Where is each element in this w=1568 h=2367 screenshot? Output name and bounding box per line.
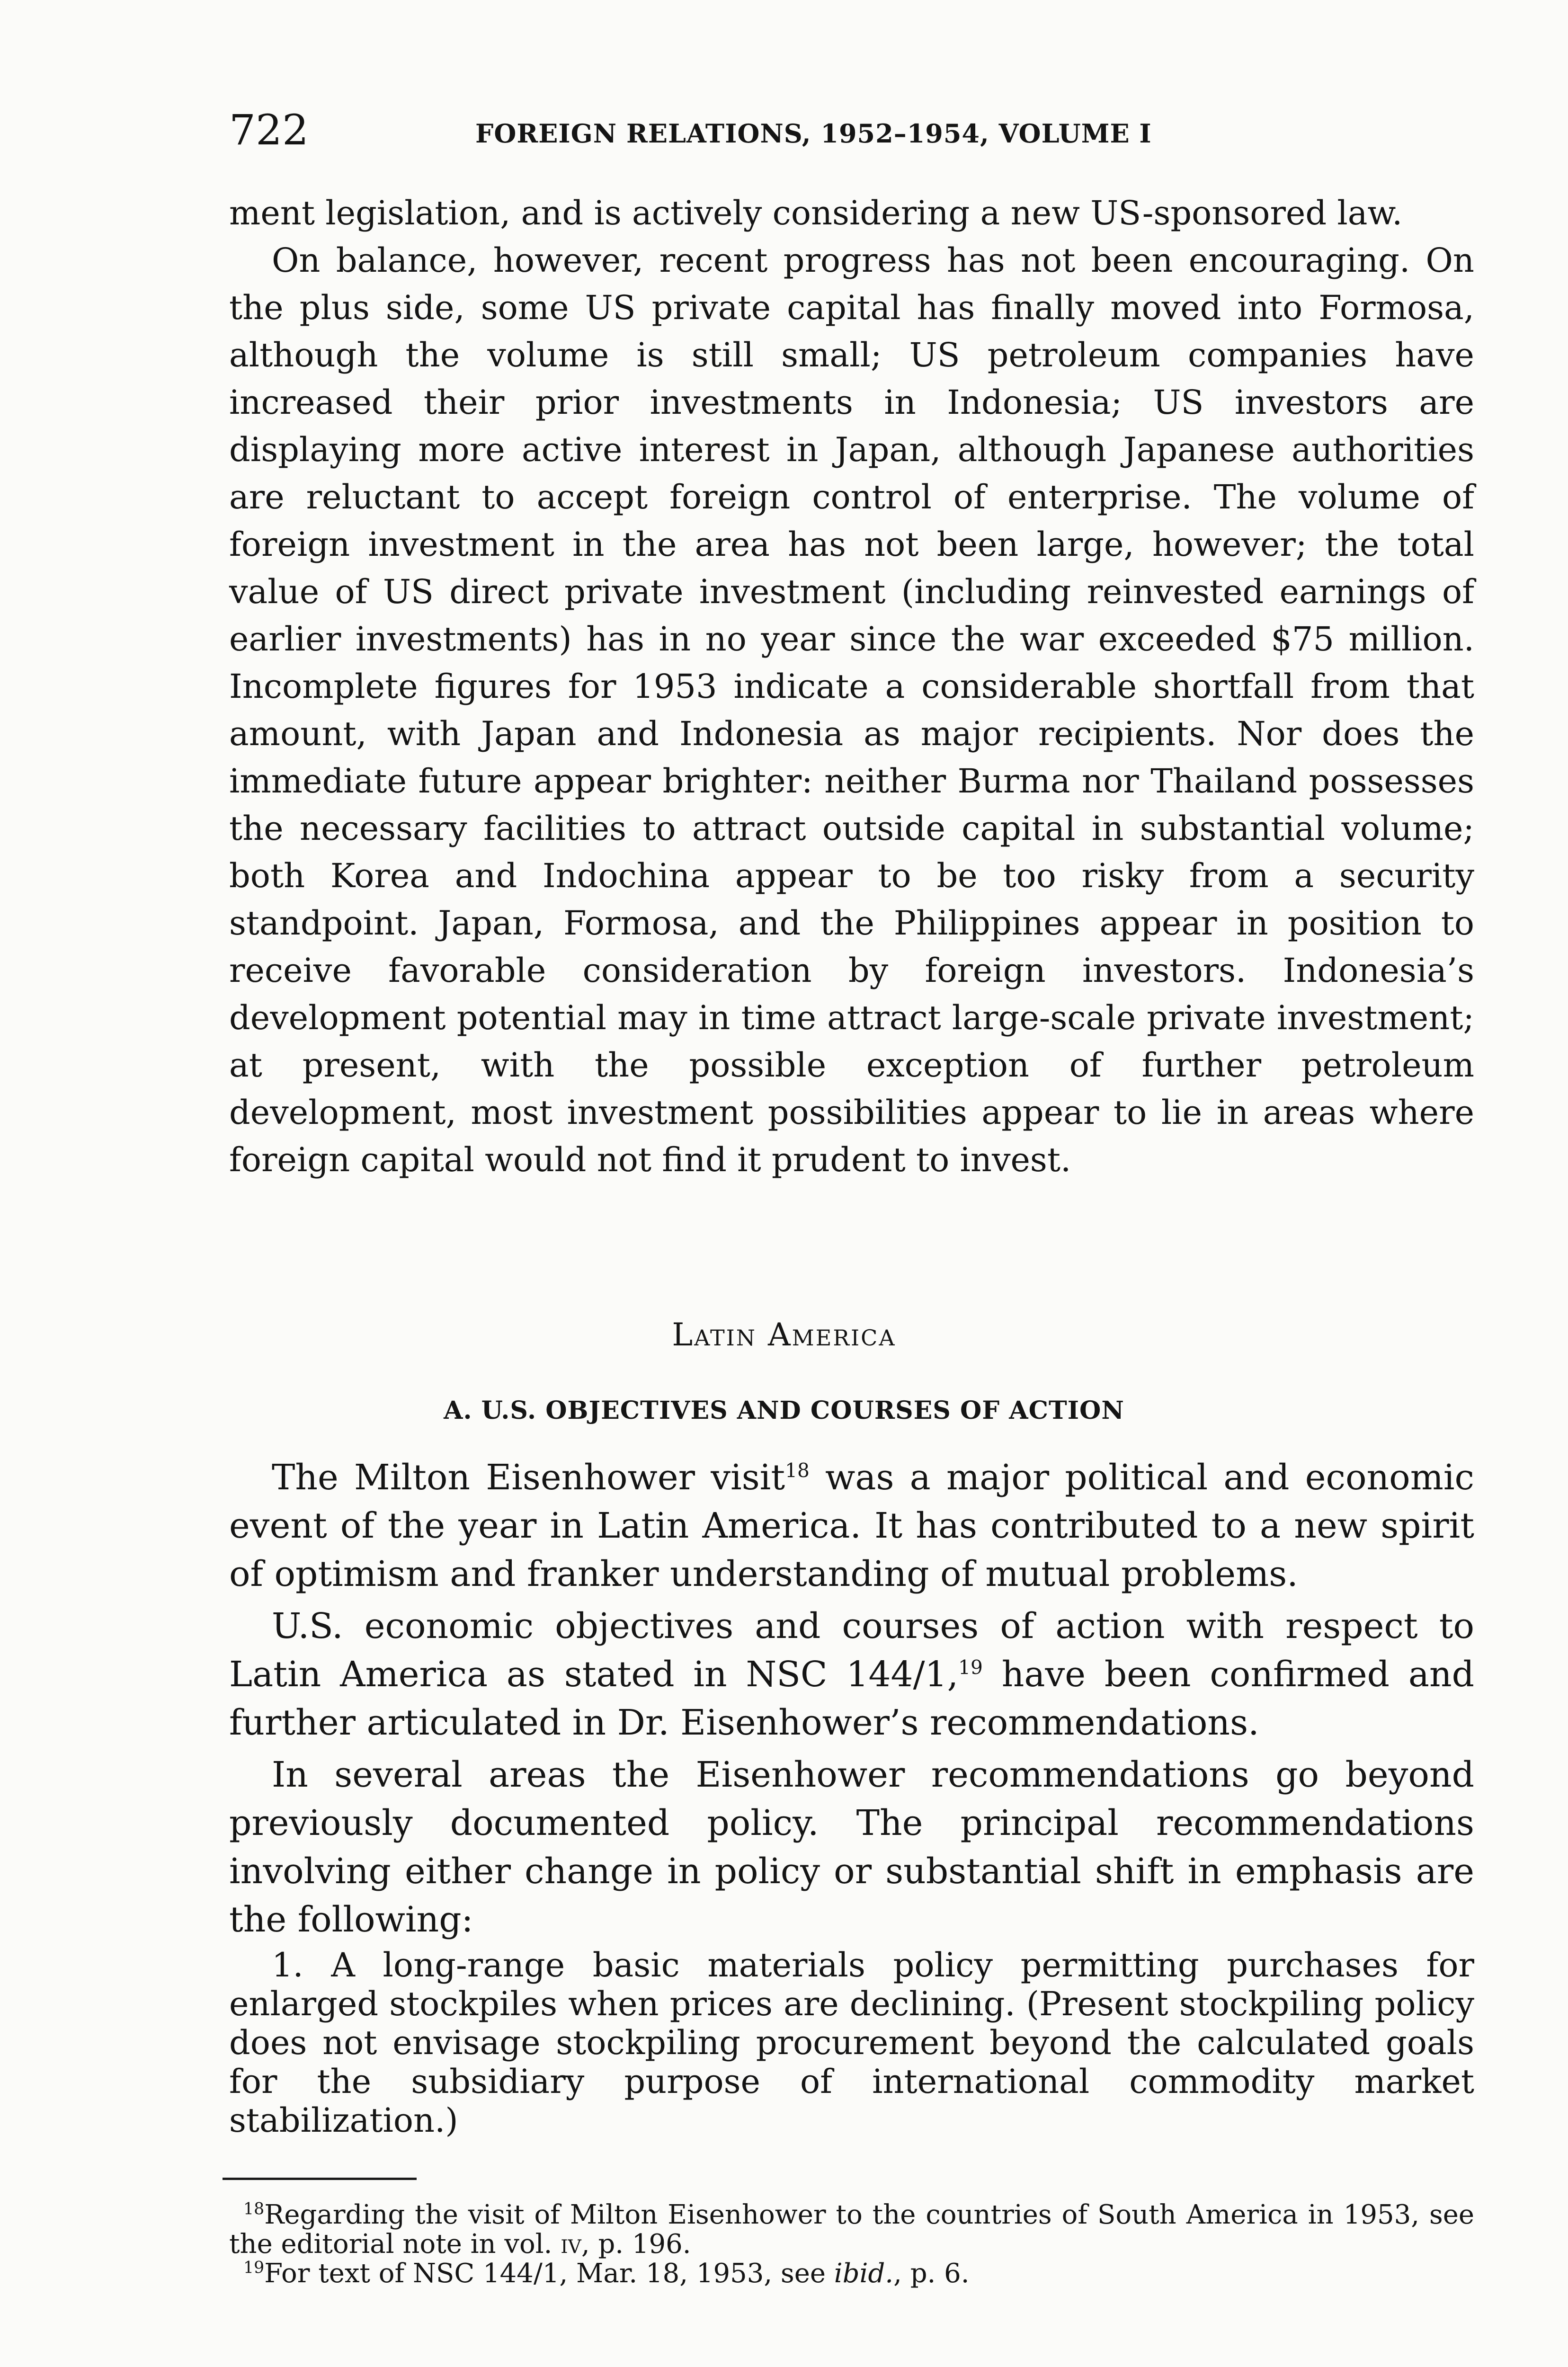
subsection-title: A. U.S. OBJECTIVES AND COURSES OF ACTION	[444, 1396, 1124, 1425]
body-text	[229, 189, 1474, 1184]
text: , p. 6.	[893, 2258, 970, 2289]
footnote-mark: 18	[243, 2199, 265, 2219]
paragraph-continuation: ment legislation, and is actively considering a new US-sponsored law.	[229, 194, 1403, 232]
text: was a major political and economic event of the year in Latin America. It has contributed to a new spirit of optimism and franker understanding of mutual problems.	[229, 1457, 1474, 1594]
footnote-19	[229, 2259, 1474, 2288]
footnote-ref-18: 18	[785, 1459, 810, 1482]
paragraph-eisenhower-visit	[229, 1453, 1474, 1598]
text: For text of NSC 144/1, Mar. 18, 1953, see	[264, 2258, 834, 2289]
paragraph-recommendations: In several areas the Eisenhower recommendations go beyond previously documented policy. The principal recommendations involving either change in policy or substantial shift in emphasis are the following:	[229, 1754, 1474, 1940]
text: have been confirmed and further articulated in Dr. Eisenhower’s recommendations.	[229, 1654, 1474, 1743]
latin-america-text	[229, 1453, 1474, 1948]
text: , p. 196.	[581, 2229, 691, 2260]
footnote-18	[229, 2200, 1474, 2259]
text: Regarding the visit of Milton Eisenhower to the countries of South America in 1953, see the editorial note in vol.	[229, 2199, 1474, 2260]
section-title: Latin America	[672, 1317, 896, 1353]
footnote-mark: 19	[243, 2258, 265, 2278]
text: ibid.	[834, 2258, 894, 2289]
footnote-divider	[223, 2178, 417, 2180]
page-number: 722	[229, 106, 309, 154]
list-item: 1. A long-range basic materials policy permitting purchases for enlarged stockpiles when prices are declining. (Present stockpiling policy does not envisage stockpiling procurement beyond the calculated goals for the subsidiary purpose of international commodity market stabilization.)	[229, 1946, 1474, 2140]
footnote-ref-19: 19	[958, 1656, 983, 1679]
text: The Milton Eisenhower visit	[272, 1457, 785, 1498]
running-head: FOREIGN RELATIONS, 1952–1954, VOLUME I	[475, 118, 1152, 149]
recommendation-list	[229, 1946, 1474, 2140]
footnotes	[229, 2200, 1474, 2288]
page-header	[229, 104, 1479, 156]
paragraph-progress: On balance, however, recent progress has not been encouraging. On the plus side, some US private capital has finally moved into Formosa, although the volume is still small; US petroleum companies have increased their prior investments in Indonesia; US investors are displaying more active interest in Japan, although Japanese authorities are reluctant to accept foreign control of enterprise. The volume of foreign investment in the area has not been large, however; the total value of US direct private investment (including reinvested earnings of earlier investments) has in no year since the war exceeded $75 million. Incomplete figures for 1953 indicate a considerable shortfall from that amount, with Japan and Indonesia as major recipients. Nor does the immediate future appear brighter: neither Burma nor Thailand possesses the necessary facilities to attract outside capital in substantial volume; both Korea and Indochina appear to be too risky from a security standpoint. Japan, Formosa, and the Philippines appear in position to receive favorable consideration by foreign investors. Indonesia’s development potential may in time attract large-scale private investment; at present, with the possible exception of further petroleum development, most investment possibilities appear to lie in areas where foreign capital would not find it prudent to invest.	[229, 241, 1474, 1179]
text: U.S. economic objectives and courses of action with respect to Latin America as stated in NSC 144/1,	[229, 1606, 1474, 1695]
paragraph-objectives	[229, 1602, 1474, 1747]
text: iv	[561, 2229, 581, 2260]
